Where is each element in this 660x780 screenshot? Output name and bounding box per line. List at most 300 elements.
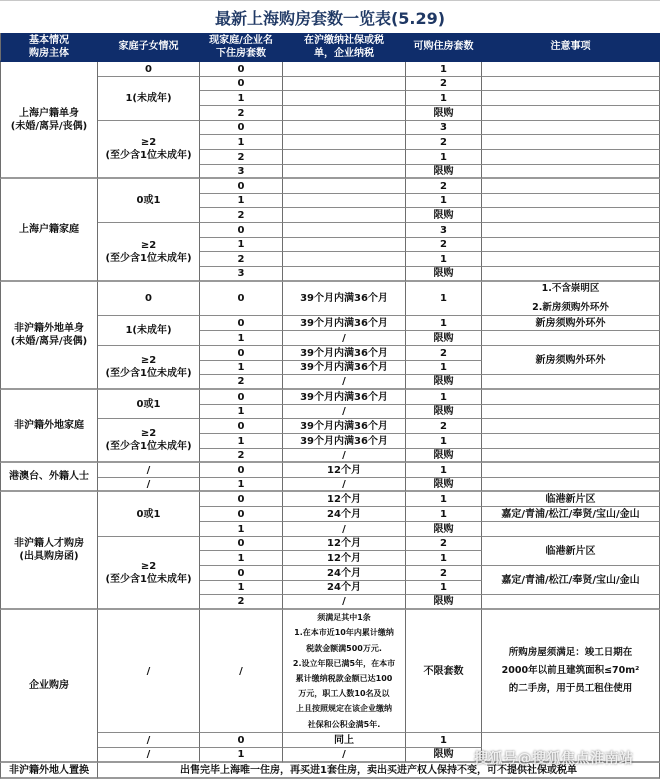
column-header-line: 基本情况 xyxy=(29,34,69,46)
purchase-limit-cell-line: 限购 xyxy=(433,165,454,177)
column-header xyxy=(406,33,482,62)
purchase-limit-cell xyxy=(406,748,482,763)
note-cell xyxy=(482,267,660,282)
note-cell xyxy=(482,194,660,208)
social-security-cell xyxy=(283,165,406,179)
subject-cell-line: 非沪籍人才购房 xyxy=(14,538,84,549)
note-cell-line: 2.新房须购外环外 xyxy=(532,301,609,313)
purchase-limit-cell xyxy=(406,405,482,419)
note-cell xyxy=(482,463,660,478)
owned-count-cell-line: 1 xyxy=(237,136,245,148)
children-cell xyxy=(98,282,200,316)
purchase-limit-cell xyxy=(406,194,482,208)
purchase-limit-cell xyxy=(406,179,482,194)
owned-count-cell-line: 2 xyxy=(237,596,245,607)
purchase-limit-cell xyxy=(406,507,482,522)
note-cell xyxy=(482,252,660,267)
owned-count-cell xyxy=(200,252,283,267)
social-security-cell-line: 39个月内满36个月 xyxy=(300,420,388,432)
note-cell xyxy=(482,91,660,106)
social-security-cell-line: 39个月内满36个月 xyxy=(300,317,388,329)
owned-count-cell xyxy=(200,179,283,194)
owned-count-cell xyxy=(200,405,283,419)
owned-count-cell-line: 1 xyxy=(237,195,245,206)
note-cell-line: 2000年以前且建筑面积≤70m² xyxy=(501,664,640,676)
owned-count-cell xyxy=(200,419,283,434)
social-security-cell-line: 39个月内满36个月 xyxy=(300,435,388,447)
owned-count-cell-line: 0 xyxy=(237,420,245,432)
column-header-line: 下住房套数 xyxy=(216,47,266,59)
purchase-limit-cell-line: 1 xyxy=(440,435,447,447)
purchase-limit-cell xyxy=(406,361,482,375)
owned-count-cell-line: 0 xyxy=(237,78,245,89)
purchase-limit-cell-line: 限购 xyxy=(433,596,454,607)
owned-count-cell-line: 0 xyxy=(237,63,245,75)
owned-count-cell xyxy=(200,375,283,390)
note-cell-line: 新房须购外环外 xyxy=(535,317,606,329)
owned-count-cell xyxy=(200,449,283,463)
children-cell-line: ≥2 xyxy=(140,560,157,572)
social-security-cell-line: / xyxy=(342,406,346,417)
column-header-line: 注意事项 xyxy=(550,41,591,52)
owned-count-cell xyxy=(200,121,283,135)
note-cell xyxy=(482,375,660,390)
social-security-cell-line: 税款金额满500万元. xyxy=(306,643,382,653)
note-cell xyxy=(482,566,660,595)
purchase-limit-cell-line: 限购 xyxy=(433,449,454,461)
owned-count-cell-line: 0 xyxy=(237,734,245,746)
social-security-cell xyxy=(283,316,406,331)
note-cell xyxy=(482,537,660,566)
subject-cell xyxy=(0,179,98,282)
social-security-cell xyxy=(283,492,406,507)
owned-count-cell xyxy=(200,733,283,748)
social-security-cell xyxy=(283,331,406,346)
subject-cell xyxy=(0,492,98,610)
owned-count-cell xyxy=(200,135,283,150)
note-cell xyxy=(482,238,660,252)
purchase-limit-cell xyxy=(406,375,482,390)
note-cell-line: 嘉定/青浦/松江/奉贤/宝山/金山 xyxy=(501,508,640,520)
owned-count-cell xyxy=(200,522,283,537)
owned-count-cell xyxy=(200,610,283,733)
social-security-cell xyxy=(283,194,406,208)
note-cell xyxy=(482,492,660,507)
purchase-limit-cell xyxy=(406,282,482,316)
social-security-cell xyxy=(283,463,406,478)
social-security-cell-line: / xyxy=(342,596,346,607)
children-cell-line: / xyxy=(146,464,151,476)
merged-note-cell-line: 出售完毕上海唯一住房，再买进1套住房，卖出买进产权人保持不变，可不提供社保或税单 xyxy=(180,764,577,776)
purchase-limit-cell-line: 1 xyxy=(440,293,447,304)
purchase-limit-cell-line: 1 xyxy=(440,151,447,163)
owned-count-cell-line: 3 xyxy=(237,165,245,177)
owned-count-cell-line: 1 xyxy=(237,552,245,564)
purchase-limit-cell xyxy=(406,150,482,165)
column-header xyxy=(200,33,283,62)
note-cell xyxy=(482,223,660,238)
owned-count-cell-line: 1 xyxy=(237,406,245,417)
column-header xyxy=(0,33,98,62)
children-cell-line: / xyxy=(146,478,151,490)
children-cell xyxy=(98,62,200,77)
social-security-cell xyxy=(283,361,406,375)
owned-count-cell xyxy=(200,316,283,331)
column-header xyxy=(482,33,660,62)
owned-count-cell-line: 0 xyxy=(237,464,245,476)
owned-count-cell-line: 1 xyxy=(237,92,245,104)
social-security-cell-line: 1.在本市近10年内累计缴纳 xyxy=(294,628,394,638)
social-security-cell-line: 2.设立年限已满5年，在本市 xyxy=(292,658,396,668)
social-security-cell xyxy=(283,419,406,434)
subject-cell-line: (未婚/离异/丧偶) xyxy=(10,336,88,347)
children-cell-line: 0 xyxy=(145,293,152,304)
social-security-cell xyxy=(283,610,406,733)
social-security-cell xyxy=(283,77,406,91)
purchase-limit-cell-line: 1 xyxy=(440,362,447,373)
subject-cell-line: 非沪籍外地人置换 xyxy=(9,764,89,776)
purchase-limit-cell-line: 不限套数 xyxy=(423,665,464,677)
column-header-line: 单，企业纳税 xyxy=(314,47,374,59)
social-security-cell xyxy=(283,135,406,150)
owned-count-cell xyxy=(200,595,283,610)
purchase-limit-cell-line: 2 xyxy=(440,239,447,250)
page-title: 最新上海购房套数一览表(5.29) xyxy=(0,0,660,33)
purchase-limit-cell-line: 2 xyxy=(440,538,447,549)
purchase-limit-cell xyxy=(406,208,482,223)
purchase-limit-cell xyxy=(406,238,482,252)
note-cell xyxy=(482,522,660,537)
social-security-cell xyxy=(283,478,406,492)
owned-count-cell-line: 1 xyxy=(237,332,245,344)
subject-cell-line: 非沪籍外地单身 xyxy=(14,323,84,334)
note-cell xyxy=(482,405,660,419)
purchase-limit-cell xyxy=(406,135,482,150)
children-cell xyxy=(98,419,200,463)
children-cell xyxy=(98,346,200,390)
purchase-limit-cell xyxy=(406,223,482,238)
children-cell-line: ≥2 xyxy=(140,239,157,251)
note-cell xyxy=(482,208,660,223)
owned-count-cell xyxy=(200,238,283,252)
owned-count-cell-line: 0 xyxy=(237,122,245,133)
social-security-cell-line: 39个月内满36个月 xyxy=(300,362,388,373)
children-cell-line: ≥2 xyxy=(140,137,157,148)
purchase-limit-cell xyxy=(406,252,482,267)
purchase-limit-cell xyxy=(406,91,482,106)
owned-count-cell-line: 2 xyxy=(237,107,245,119)
children-cell xyxy=(98,390,200,419)
note-cell xyxy=(482,507,660,522)
column-header xyxy=(283,33,406,62)
column-header-line: 家庭子女情况 xyxy=(118,41,179,52)
purchase-limit-cell xyxy=(406,492,482,507)
social-security-cell-line: / xyxy=(342,523,346,535)
purchase-limit-cell-line: 限购 xyxy=(433,749,454,760)
purchase-limit-cell-line: 1 xyxy=(440,552,447,564)
note-cell-line: 所购房屋须满足：竣工日期在 xyxy=(508,646,633,658)
purchase-limit-cell-line: 2 xyxy=(440,78,447,89)
subject-cell-line: (出具购房函) xyxy=(19,551,79,562)
purchase-limit-cell-line: 3 xyxy=(440,122,447,133)
social-security-cell-line: 万元，职工人数10名及以 xyxy=(298,689,390,699)
purchase-limit-cell xyxy=(406,419,482,434)
purchase-limit-cell-line: 限购 xyxy=(433,209,454,221)
purchase-limit-cell xyxy=(406,478,482,492)
note-cell-line: 的二手房，用于员工租住使用 xyxy=(508,683,633,695)
owned-count-cell-line: 0 xyxy=(237,508,245,520)
social-security-cell xyxy=(283,551,406,566)
subject-cell xyxy=(0,763,98,779)
purchase-limit-cell xyxy=(406,522,482,537)
purchase-limit-cell xyxy=(406,463,482,478)
social-security-cell-line: 39个月内满36个月 xyxy=(300,293,388,304)
note-cell xyxy=(482,478,660,492)
purchase-limit-cell xyxy=(406,449,482,463)
children-cell xyxy=(98,748,200,763)
owned-count-cell-line: 1 xyxy=(237,435,245,447)
owned-count-cell xyxy=(200,165,283,179)
owned-count-cell-line: 0 xyxy=(237,224,245,236)
note-cell-line: 新房须购外环外 xyxy=(535,354,606,366)
owned-count-cell xyxy=(200,62,283,77)
owned-count-cell-line: 3 xyxy=(237,268,245,279)
owned-count-cell xyxy=(200,566,283,581)
note-cell xyxy=(482,316,660,331)
purchase-limit-cell xyxy=(406,566,482,581)
purchase-limit-cell-line: 1 xyxy=(440,493,447,505)
note-cell xyxy=(482,121,660,135)
social-security-cell xyxy=(283,208,406,223)
purchase-limit-cell xyxy=(406,106,482,121)
subject-cell xyxy=(0,390,98,463)
subject-cell-line: 上海户籍单身 xyxy=(19,107,79,119)
children-cell-line: 1(未成年) xyxy=(125,93,172,104)
owned-count-cell xyxy=(200,434,283,449)
social-security-cell xyxy=(283,238,406,252)
owned-count-cell xyxy=(200,91,283,106)
social-security-cell-line: / xyxy=(342,376,346,387)
purchase-limit-cell xyxy=(406,267,482,282)
purchase-limit-cell xyxy=(406,581,482,595)
purchase-limit-cell xyxy=(406,316,482,331)
social-security-cell xyxy=(283,748,406,763)
children-cell xyxy=(98,316,200,346)
column-header-line: 可购住房套数 xyxy=(413,41,474,52)
social-security-cell xyxy=(283,252,406,267)
owned-count-cell xyxy=(200,77,283,91)
social-security-cell-line: 须满足其中1条 xyxy=(317,613,371,623)
social-security-cell xyxy=(283,91,406,106)
subject-cell-line: 企业购房 xyxy=(29,680,69,691)
purchase-limit-cell-line: 限购 xyxy=(433,376,454,387)
owned-count-cell xyxy=(200,361,283,375)
purchase-limit-cell-line: 2 xyxy=(440,420,447,432)
note-cell-line: 1.不含崇明区 xyxy=(541,283,600,295)
children-cell-line: 0或1 xyxy=(136,195,161,206)
note-cell xyxy=(482,449,660,463)
social-security-cell xyxy=(283,106,406,121)
social-security-cell xyxy=(283,375,406,390)
owned-count-cell-line: 0 xyxy=(237,538,245,549)
owned-count-cell xyxy=(200,150,283,165)
subject-cell xyxy=(0,282,98,390)
social-security-cell xyxy=(283,537,406,551)
note-cell xyxy=(482,179,660,194)
purchase-limit-cell-line: 1 xyxy=(440,63,447,75)
merged-note-cell xyxy=(98,763,660,779)
column-header-line: 现家庭/企业名 xyxy=(209,34,273,46)
owned-count-cell xyxy=(200,223,283,238)
social-security-cell-line: 24个月 xyxy=(327,508,361,520)
purchase-limit-cell-line: 1 xyxy=(440,464,447,476)
social-security-cell-line: / xyxy=(342,749,346,760)
social-security-cell xyxy=(283,282,406,316)
note-cell xyxy=(482,595,660,610)
children-cell-line: 1(未成年) xyxy=(125,325,172,336)
social-security-cell-line: 12个月 xyxy=(327,464,361,476)
owned-count-cell-line: / xyxy=(239,665,243,677)
note-cell xyxy=(482,135,660,150)
children-cell-line: / xyxy=(146,665,151,677)
purchase-limit-cell-line: 1 xyxy=(440,734,447,746)
social-security-cell xyxy=(283,121,406,135)
owned-count-cell-line: 1 xyxy=(237,523,245,535)
note-cell xyxy=(482,346,660,375)
social-security-cell-line: 12个月 xyxy=(327,552,361,564)
owned-count-cell-line: 0 xyxy=(237,347,245,359)
owned-count-cell xyxy=(200,748,283,763)
note-cell xyxy=(482,165,660,179)
purchase-limit-cell xyxy=(406,610,482,733)
column-header-line: 购房主体 xyxy=(29,47,69,59)
owned-count-cell xyxy=(200,551,283,566)
owned-count-cell-line: 2 xyxy=(237,253,245,265)
note-cell xyxy=(482,77,660,91)
owned-count-cell xyxy=(200,208,283,223)
purchase-limit-cell-line: 1 xyxy=(440,582,447,593)
purchase-limit-cell xyxy=(406,733,482,748)
owned-count-cell xyxy=(200,331,283,346)
owned-count-cell-line: 0 xyxy=(237,293,245,304)
children-cell-line: (至少含1位未成年) xyxy=(105,441,192,452)
social-security-cell xyxy=(283,449,406,463)
owned-count-cell-line: 1 xyxy=(237,239,245,250)
social-security-cell xyxy=(283,566,406,581)
purchase-limit-cell-line: 1 xyxy=(440,391,447,403)
purchase-limit-cell-line: 限购 xyxy=(433,406,454,417)
social-security-cell-line: 24个月 xyxy=(327,567,361,579)
children-cell xyxy=(98,77,200,121)
social-security-cell xyxy=(283,390,406,405)
purchase-limit-cell xyxy=(406,595,482,610)
purchase-limit-cell-line: 限购 xyxy=(433,332,454,344)
owned-count-cell xyxy=(200,390,283,405)
owned-count-cell xyxy=(200,537,283,551)
children-cell-line: ≥2 xyxy=(140,428,157,439)
children-cell xyxy=(98,492,200,537)
purchase-limit-cell-line: 1 xyxy=(440,195,447,206)
column-header-line: 在沪缴纳社保或税 xyxy=(304,34,384,46)
subject-cell-line: 非沪籍外地家庭 xyxy=(14,420,84,431)
social-security-cell-line: 39个月内满36个月 xyxy=(300,347,388,359)
subject-cell-line: 上海户籍家庭 xyxy=(19,224,79,235)
purchase-limit-cell xyxy=(406,165,482,179)
social-security-cell-line: / xyxy=(342,449,346,461)
children-cell-line: / xyxy=(146,734,151,746)
social-security-cell xyxy=(283,507,406,522)
social-security-cell xyxy=(283,267,406,282)
children-cell xyxy=(98,121,200,179)
purchase-limit-cell-line: 2 xyxy=(440,136,447,148)
children-cell-line: (至少含1位未成年) xyxy=(105,368,192,379)
owned-count-cell-line: 0 xyxy=(237,317,245,329)
social-security-cell-line: 同上 xyxy=(334,734,354,746)
note-cell xyxy=(482,419,660,434)
subject-cell xyxy=(0,610,98,763)
children-cell xyxy=(98,223,200,282)
subject-cell xyxy=(0,62,98,179)
owned-count-cell xyxy=(200,492,283,507)
social-security-cell xyxy=(283,522,406,537)
social-security-cell-line: 12个月 xyxy=(327,493,361,505)
purchase-limit-cell xyxy=(406,77,482,91)
column-header xyxy=(98,33,200,62)
children-cell-line: (至少含1位未成年) xyxy=(105,150,192,161)
children-cell xyxy=(98,179,200,223)
owned-count-cell xyxy=(200,106,283,121)
note-cell-line: 临港新片区 xyxy=(545,493,596,505)
owned-count-cell xyxy=(200,507,283,522)
owned-count-cell-line: 2 xyxy=(237,209,245,221)
owned-count-cell-line: 2 xyxy=(237,151,245,163)
purchase-limit-cell xyxy=(406,551,482,566)
note-cell xyxy=(482,610,660,733)
subject-cell-line: 港澳台、外籍人士 xyxy=(9,471,89,482)
owned-count-cell-line: 0 xyxy=(237,567,245,579)
purchase-limit-cell xyxy=(406,331,482,346)
note-cell xyxy=(482,106,660,121)
purchase-limit-cell-line: 2 xyxy=(440,347,447,359)
purchase-limit-cell-line: 1 xyxy=(440,508,447,520)
social-security-cell-line: 24个月 xyxy=(327,582,361,593)
owned-count-cell-line: 1 xyxy=(237,478,245,490)
social-security-cell xyxy=(283,346,406,361)
note-cell-line: 临港新片区 xyxy=(545,545,596,557)
children-cell xyxy=(98,610,200,733)
children-cell xyxy=(98,733,200,748)
social-security-cell xyxy=(283,434,406,449)
owned-count-cell-line: 0 xyxy=(237,180,245,192)
subject-cell-line: (未婚/离异/丧偶) xyxy=(10,120,88,132)
owned-count-cell xyxy=(200,194,283,208)
owned-count-cell-line: 0 xyxy=(237,493,245,505)
owned-count-cell-line: 2 xyxy=(237,376,245,387)
social-security-cell-line: 12个月 xyxy=(327,538,361,549)
social-security-cell-line: 累计缴纳税款金额已达100 xyxy=(295,674,393,683)
social-security-cell xyxy=(283,405,406,419)
owned-count-cell xyxy=(200,346,283,361)
social-security-cell xyxy=(283,223,406,238)
owned-count-cell-line: 1 xyxy=(237,749,245,760)
owned-count-cell xyxy=(200,282,283,316)
note-cell-line: 嘉定/青浦/松江/奉贤/宝山/金山 xyxy=(501,574,640,586)
purchase-limit-cell-line: 限购 xyxy=(433,478,454,490)
note-cell xyxy=(482,390,660,405)
social-security-cell xyxy=(283,62,406,77)
owned-count-cell xyxy=(200,463,283,478)
purchase-limit-cell-line: 2 xyxy=(440,180,447,192)
